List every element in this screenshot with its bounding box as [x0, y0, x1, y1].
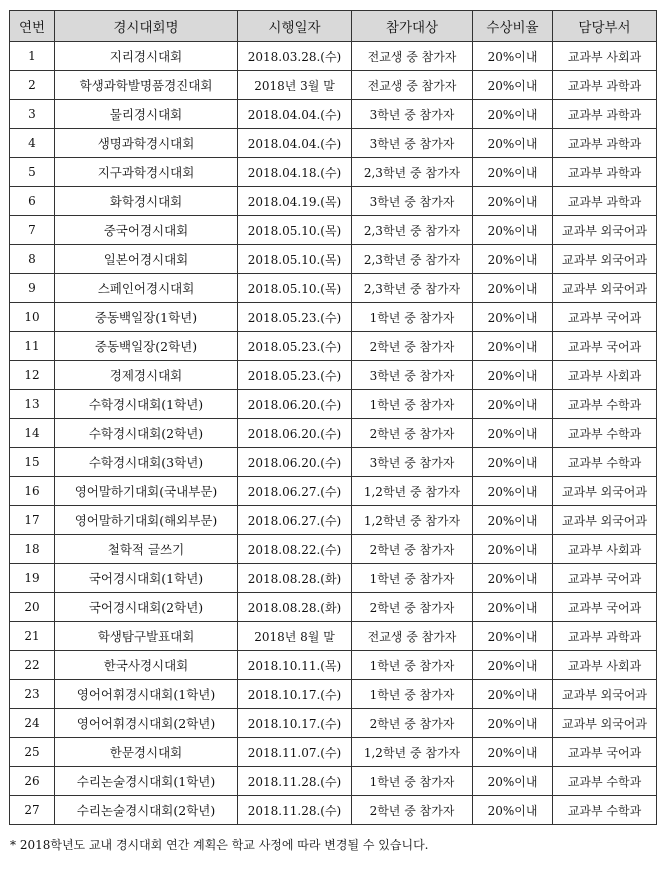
no-cell: 15	[10, 448, 55, 477]
no-cell: 9	[10, 274, 55, 303]
target-cell: 2,3학년 중 참가자	[352, 158, 473, 187]
award-ratio-cell: 20%이내	[473, 709, 553, 738]
contest-name-cell: 지구과학경시대회	[55, 158, 238, 187]
date-cell: 2018.10.11.(목)	[238, 651, 352, 680]
award-ratio-cell: 20%이내	[473, 680, 553, 709]
date-cell: 2018.11.28.(수)	[238, 767, 352, 796]
table-row	[10, 680, 657, 709]
date-cell: 2018.06.20.(수)	[238, 390, 352, 419]
target-cell: 1학년 중 참가자	[352, 564, 473, 593]
contest-name-cell: 일본어경시대회	[55, 245, 238, 274]
table-row	[10, 564, 657, 593]
contest-name-cell: 화학경시대회	[55, 187, 238, 216]
contest-name-cell: 국어경시대회(1학년)	[55, 564, 238, 593]
no-cell: 19	[10, 564, 55, 593]
no-cell: 21	[10, 622, 55, 651]
no-cell: 13	[10, 390, 55, 419]
contest-name-cell: 학생탐구발표대회	[55, 622, 238, 651]
award-ratio-cell: 20%이내	[473, 216, 553, 245]
contest-name-cell: 수리논술경시대회(2학년)	[55, 796, 238, 825]
no-cell: 14	[10, 419, 55, 448]
target-cell: 1,2학년 중 참가자	[352, 477, 473, 506]
target-cell: 3학년 중 참가자	[352, 448, 473, 477]
no-cell: 5	[10, 158, 55, 187]
target-cell: 1학년 중 참가자	[352, 651, 473, 680]
contest-name-cell: 영어어휘경시대회(1학년)	[55, 680, 238, 709]
department-cell: 교과부 사회과	[553, 42, 657, 71]
no-cell: 11	[10, 332, 55, 361]
department-cell: 교과부 과학과	[553, 622, 657, 651]
no-cell: 17	[10, 506, 55, 535]
target-cell: 1학년 중 참가자	[352, 303, 473, 332]
department-cell: 교과부 국어과	[553, 593, 657, 622]
target-cell: 2학년 중 참가자	[352, 709, 473, 738]
department-cell: 교과부 외국어과	[553, 245, 657, 274]
department-cell: 교과부 과학과	[553, 187, 657, 216]
table-row	[10, 448, 657, 477]
award-ratio-cell: 20%이내	[473, 738, 553, 767]
award-ratio-cell: 20%이내	[473, 303, 553, 332]
date-cell: 2018.11.07.(수)	[238, 738, 352, 767]
department-cell: 교과부 과학과	[553, 71, 657, 100]
award-ratio-cell: 20%이내	[473, 42, 553, 71]
target-cell: 전교생 중 참가자	[352, 71, 473, 100]
award-ratio-cell: 20%이내	[473, 506, 553, 535]
award-ratio-cell: 20%이내	[473, 158, 553, 187]
date-cell: 2018.05.23.(수)	[238, 303, 352, 332]
contest-name-cell: 영어어휘경시대회(2학년)	[55, 709, 238, 738]
table-row	[10, 361, 657, 390]
no-cell: 18	[10, 535, 55, 564]
table-row	[10, 593, 657, 622]
date-cell: 2018.04.19.(목)	[238, 187, 352, 216]
table-row	[10, 187, 657, 216]
no-cell: 23	[10, 680, 55, 709]
award-ratio-cell: 20%이내	[473, 71, 553, 100]
date-cell: 2018년 3월 말	[238, 71, 352, 100]
date-cell: 2018.05.23.(수)	[238, 332, 352, 361]
award-ratio-cell: 20%이내	[473, 332, 553, 361]
award-ratio-cell: 20%이내	[473, 448, 553, 477]
target-cell: 3학년 중 참가자	[352, 129, 473, 158]
table-row	[10, 303, 657, 332]
award-ratio-cell: 20%이내	[473, 100, 553, 129]
table-header-row	[10, 11, 657, 42]
target-cell: 3학년 중 참가자	[352, 187, 473, 216]
no-cell: 8	[10, 245, 55, 274]
department-cell: 교과부 외국어과	[553, 506, 657, 535]
target-cell: 3학년 중 참가자	[352, 100, 473, 129]
table-row	[10, 158, 657, 187]
department-cell: 교과부 국어과	[553, 564, 657, 593]
department-cell: 교과부 수학과	[553, 419, 657, 448]
department-cell: 교과부 외국어과	[553, 477, 657, 506]
target-cell: 2,3학년 중 참가자	[352, 245, 473, 274]
header-award-ratio: 수상비율	[473, 11, 553, 42]
contest-name-cell: 철학적 글쓰기	[55, 535, 238, 564]
no-cell: 20	[10, 593, 55, 622]
header-target: 참가대상	[352, 11, 473, 42]
no-cell: 4	[10, 129, 55, 158]
table-row	[10, 796, 657, 825]
table-row	[10, 738, 657, 767]
department-cell: 교과부 과학과	[553, 129, 657, 158]
department-cell: 교과부 국어과	[553, 738, 657, 767]
target-cell: 2학년 중 참가자	[352, 593, 473, 622]
department-cell: 교과부 수학과	[553, 448, 657, 477]
award-ratio-cell: 20%이내	[473, 274, 553, 303]
date-cell: 2018.08.28.(화)	[238, 564, 352, 593]
table-row	[10, 216, 657, 245]
target-cell: 전교생 중 참가자	[352, 622, 473, 651]
award-ratio-cell: 20%이내	[473, 129, 553, 158]
date-cell: 2018.11.28.(수)	[238, 796, 352, 825]
target-cell: 2,3학년 중 참가자	[352, 216, 473, 245]
date-cell: 2018.05.10.(목)	[238, 245, 352, 274]
date-cell: 2018.03.28.(수)	[238, 42, 352, 71]
date-cell: 2018.10.17.(수)	[238, 709, 352, 738]
award-ratio-cell: 20%이내	[473, 245, 553, 274]
date-cell: 2018.06.27.(수)	[238, 506, 352, 535]
contest-name-cell: 스페인어경시대회	[55, 274, 238, 303]
no-cell: 6	[10, 187, 55, 216]
contest-name-cell: 중국어경시대회	[55, 216, 238, 245]
header-no: 연번	[10, 11, 55, 42]
award-ratio-cell: 20%이내	[473, 767, 553, 796]
target-cell: 2학년 중 참가자	[352, 535, 473, 564]
award-ratio-cell: 20%이내	[473, 419, 553, 448]
target-cell: 1학년 중 참가자	[352, 390, 473, 419]
contest-name-cell: 영어말하기대회(해외부문)	[55, 506, 238, 535]
table-row	[10, 129, 657, 158]
date-cell: 2018.10.17.(수)	[238, 680, 352, 709]
target-cell: 2학년 중 참가자	[352, 796, 473, 825]
award-ratio-cell: 20%이내	[473, 477, 553, 506]
table-row	[10, 245, 657, 274]
date-cell: 2018.05.23.(수)	[238, 361, 352, 390]
department-cell: 교과부 과학과	[553, 158, 657, 187]
award-ratio-cell: 20%이내	[473, 622, 553, 651]
department-cell: 교과부 사회과	[553, 651, 657, 680]
contest-name-cell: 수리논술경시대회(1학년)	[55, 767, 238, 796]
target-cell: 1,2학년 중 참가자	[352, 738, 473, 767]
no-cell: 2	[10, 71, 55, 100]
contest-name-cell: 수학경시대회(1학년)	[55, 390, 238, 419]
no-cell: 12	[10, 361, 55, 390]
department-cell: 교과부 외국어과	[553, 709, 657, 738]
department-cell: 교과부 국어과	[553, 332, 657, 361]
department-cell: 교과부 수학과	[553, 796, 657, 825]
date-cell: 2018.04.18.(수)	[238, 158, 352, 187]
contest-name-cell: 한문경시대회	[55, 738, 238, 767]
date-cell: 2018.05.10.(목)	[238, 216, 352, 245]
department-cell: 교과부 외국어과	[553, 274, 657, 303]
contest-name-cell: 지리경시대회	[55, 42, 238, 71]
table-row	[10, 767, 657, 796]
award-ratio-cell: 20%이내	[473, 564, 553, 593]
contest-name-cell: 생명과학경시대회	[55, 129, 238, 158]
target-cell: 2학년 중 참가자	[352, 332, 473, 361]
table-row	[10, 419, 657, 448]
department-cell: 교과부 사회과	[553, 361, 657, 390]
contest-name-cell: 경제경시대회	[55, 361, 238, 390]
table-row	[10, 71, 657, 100]
date-cell: 2018.08.28.(화)	[238, 593, 352, 622]
contest-name-cell: 수학경시대회(2학년)	[55, 419, 238, 448]
date-cell: 2018.08.22.(수)	[238, 535, 352, 564]
award-ratio-cell: 20%이내	[473, 361, 553, 390]
award-ratio-cell: 20%이내	[473, 593, 553, 622]
header-date: 시행일자	[238, 11, 352, 42]
department-cell: 교과부 과학과	[553, 100, 657, 129]
table-body	[10, 42, 657, 825]
award-ratio-cell: 20%이내	[473, 535, 553, 564]
table-row	[10, 42, 657, 71]
header-contest-name: 경시대회명	[55, 11, 238, 42]
date-cell: 2018.06.27.(수)	[238, 477, 352, 506]
target-cell: 1학년 중 참가자	[352, 680, 473, 709]
no-cell: 22	[10, 651, 55, 680]
contest-name-cell: 중동백일장(1학년)	[55, 303, 238, 332]
no-cell: 25	[10, 738, 55, 767]
target-cell: 2학년 중 참가자	[352, 419, 473, 448]
no-cell: 7	[10, 216, 55, 245]
date-cell: 2018.06.20.(수)	[238, 448, 352, 477]
award-ratio-cell: 20%이내	[473, 796, 553, 825]
no-cell: 27	[10, 796, 55, 825]
date-cell: 2018년 8월 말	[238, 622, 352, 651]
table-row	[10, 709, 657, 738]
table-row	[10, 651, 657, 680]
target-cell: 1학년 중 참가자	[352, 767, 473, 796]
table-row	[10, 477, 657, 506]
date-cell: 2018.04.04.(수)	[238, 100, 352, 129]
contest-name-cell: 국어경시대회(2학년)	[55, 593, 238, 622]
contest-name-cell: 한국사경시대회	[55, 651, 238, 680]
no-cell: 24	[10, 709, 55, 738]
table-row	[10, 535, 657, 564]
no-cell: 16	[10, 477, 55, 506]
table-row	[10, 274, 657, 303]
no-cell: 26	[10, 767, 55, 796]
footnote: * 2018학년도 교내 경시대회 연간 계획은 학교 사정에 따라 변경될 수 있습니다.	[10, 838, 429, 852]
date-cell: 2018.05.10.(목)	[238, 274, 352, 303]
contest-name-cell: 영어말하기대회(국내부문)	[55, 477, 238, 506]
no-cell: 3	[10, 100, 55, 129]
header-department: 담당부서	[553, 11, 657, 42]
award-ratio-cell: 20%이내	[473, 651, 553, 680]
no-cell: 1	[10, 42, 55, 71]
target-cell: 2,3학년 중 참가자	[352, 274, 473, 303]
department-cell: 교과부 국어과	[553, 303, 657, 332]
contest-table	[9, 10, 657, 825]
target-cell: 3학년 중 참가자	[352, 361, 473, 390]
award-ratio-cell: 20%이내	[473, 390, 553, 419]
contest-name-cell: 학생과학발명품경진대회	[55, 71, 238, 100]
table-row	[10, 332, 657, 361]
contest-name-cell: 중동백일장(2학년)	[55, 332, 238, 361]
table-row	[10, 506, 657, 535]
table-row	[10, 100, 657, 129]
contest-name-cell: 수학경시대회(3학년)	[55, 448, 238, 477]
date-cell: 2018.04.04.(수)	[238, 129, 352, 158]
department-cell: 교과부 외국어과	[553, 680, 657, 709]
target-cell: 전교생 중 참가자	[352, 42, 473, 71]
department-cell: 교과부 수학과	[553, 390, 657, 419]
no-cell: 10	[10, 303, 55, 332]
award-ratio-cell: 20%이내	[473, 187, 553, 216]
department-cell: 교과부 사회과	[553, 535, 657, 564]
table-row	[10, 622, 657, 651]
table-row	[10, 390, 657, 419]
target-cell: 1,2학년 중 참가자	[352, 506, 473, 535]
contest-schedule	[9, 10, 656, 825]
department-cell: 교과부 수학과	[553, 767, 657, 796]
department-cell: 교과부 외국어과	[553, 216, 657, 245]
date-cell: 2018.06.20.(수)	[238, 419, 352, 448]
contest-name-cell: 물리경시대회	[55, 100, 238, 129]
